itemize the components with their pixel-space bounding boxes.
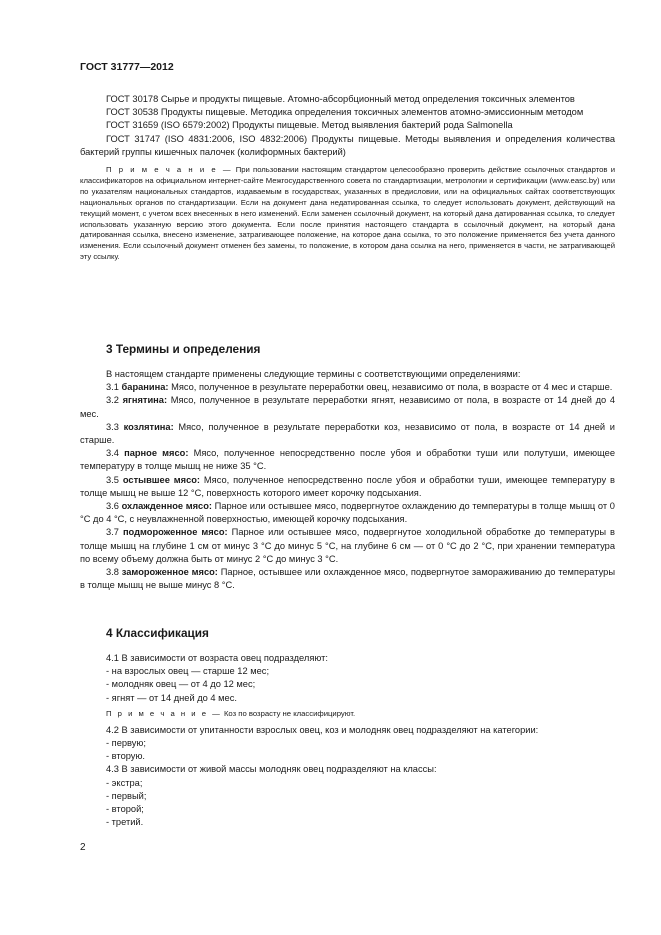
section-4-body [80, 652, 615, 829]
list-item: - вторую. [106, 751, 146, 762]
document-header: ГОСТ 31777—2012 [80, 61, 174, 73]
clause-4-3: 4.3 В зависимости от живой массы молодняк овец подразделяют на классы: [106, 764, 437, 775]
term: замороженное мясо: [121, 567, 218, 578]
section-3-title: 3 Термины и определения [106, 342, 261, 356]
references-note [80, 165, 615, 263]
section-3-intro: В настоящем стандарте применены следующие термины с соответствующими определениями: [106, 369, 521, 379]
note-text: Коз по возрасту не классифицируют. [223, 708, 356, 718]
note-text: При пользовании настоящим стандартом целесообразно проверить действие ссылочных стандартов и классификаторов на официальном интернет-сайте Межгосударственного совета по стандартизации, метрологии и сертификации (www.easc.by) или по указателям национальных стандартов, издаваемым в государствах, указанных в предисловии, или на официальных сайтах соответствующих национальных органов по стандартизации. Если на документ дана недатированная ссылка, то следует использовать документ, действующий на текущий момент, с учетом всех внесенных в него изменений. Если заменен ссылочный документ, на который дана датированная ссылка, то следует использовать указанную версию этого документа. Если после принятия настоящего стандарта в ссылочный документ, на который дана датированная ссылка, внесено изменение, затрагивающее положение, на которое дана ссылка, то это положение применяется без учета данного изменения. Если ссылочный документ отменен без замены, то положение, в котором дана ссылка на него, применяется в части, не затрагивающей эту ссылку. [80, 165, 615, 262]
normative-references [80, 93, 615, 263]
list-item: - первую; [106, 737, 146, 748]
list-item: - третий. [106, 817, 144, 828]
list-item: - молодняк овец — от 4 до 12 мес; [106, 679, 256, 690]
term-definition: 3.2 ягнятина: Мясо, полученное в результате переработки ягнят, независимо от пола, в возрасте от 14 дней до 4 мес. [80, 395, 615, 419]
section-4-title: 4 Классификация [106, 626, 209, 640]
list-item: - на взрослых овец — старше 12 мес; [106, 666, 270, 677]
note-label: П р и м е ч а н и е — [106, 165, 233, 175]
page-number: 2 [80, 842, 86, 853]
reference-item: ГОСТ 31659 (ISO 6579:2002) Продукты пищевые. Метод выявления бактерий рода Salmonella [106, 120, 513, 131]
clause-4-1: 4.1 В зависимости от возраста овец подразделяют: [106, 653, 328, 663]
term-definition: 3.8 замороженное мясо: Парное, остывшее или охлажденное мясо, подвергнутое замораживанию до температуры в толще мышц не выше минус 8 °С. [80, 567, 616, 591]
reference-item: ГОСТ 30178 Сырье и продукты пищевые. Атомно-абсорбционный метод определения токсичных элементов [106, 94, 575, 104]
term: охлажденное мясо: [121, 501, 212, 512]
list-item: - ягнят — от 14 дней до 4 мес. [106, 692, 237, 703]
list-item: - второй; [106, 803, 144, 814]
term: козлятина: [123, 421, 174, 432]
term: подмороженное мясо: [122, 527, 228, 538]
term-definition: 3.7 подмороженное мясо: Парное или остывшее мясо, подвергнутое холодильной обработке до температуры в толще мышц на глубине 1 см от минус 3 °С до минус 5 °С, на глубине 6 см — от 0 °С до 2 °С, при хранении температура по всему объему должна быть от минус 2 °С до минус 3 °С. [80, 527, 615, 564]
reference-item: ГОСТ 30538 Продукты пищевые. Методика определения токсичных элементов атомно-эмиссионным методом [106, 107, 584, 118]
section-3-body [80, 368, 615, 592]
list-item: - первый; [106, 790, 147, 801]
classification-note [80, 709, 615, 720]
note-label: П р и м е ч а н и е — [106, 708, 222, 718]
term: остывшее мясо: [122, 474, 201, 485]
term: парное мясо: [124, 448, 189, 459]
document-page [80, 0, 615, 935]
term-definition: 3.4 парное мясо: Мясо, полученное непосредственно после убоя и обработки туши или полутуши, имеющее температуру в толще мышц не ниже 35 °С. [80, 448, 616, 472]
term-definition: 3.1 баранина: Мясо, полученное в результате переработки овец, независимо от пола, в возрасте от 4 мес и старше. [106, 382, 613, 393]
term-definition: 3.5 остывшее мясо: Мясо, полученное непосредственно после убоя и обработки туши, имеющее температуру в толще мышц не выше 12 °С, поверхность которого имеет корочку подсыхания. [80, 474, 615, 498]
term: баранина: [121, 382, 169, 393]
term-definition: 3.3 козлятина: Мясо, полученное в результате переработки коз, независимо от пола, в возрасте от 14 дней и старше. [80, 421, 615, 446]
term: ягнятина: [122, 395, 168, 406]
term-definition: 3.6 охлажденное мясо: Парное или остывшее мясо, подвергнутое охлаждению до температуры в толще мышц от 0 °С до 4 °С, с неувлажненной поверхностью, имеющей корочку подсыхания. [80, 501, 615, 525]
reference-item: ГОСТ 31747 (ISO 4831:2006, ISO 4832:2006) Продукты пищевые. Методы выявления и определения количества бактерий группы кишечных палочек (колиформных бактерий) [80, 133, 615, 157]
clause-4-2: 4.2 В зависимости от упитанности взрослых овец, коз и молодняк овец подразделяют на категории: [106, 724, 539, 735]
list-item: - экстра; [106, 777, 143, 788]
